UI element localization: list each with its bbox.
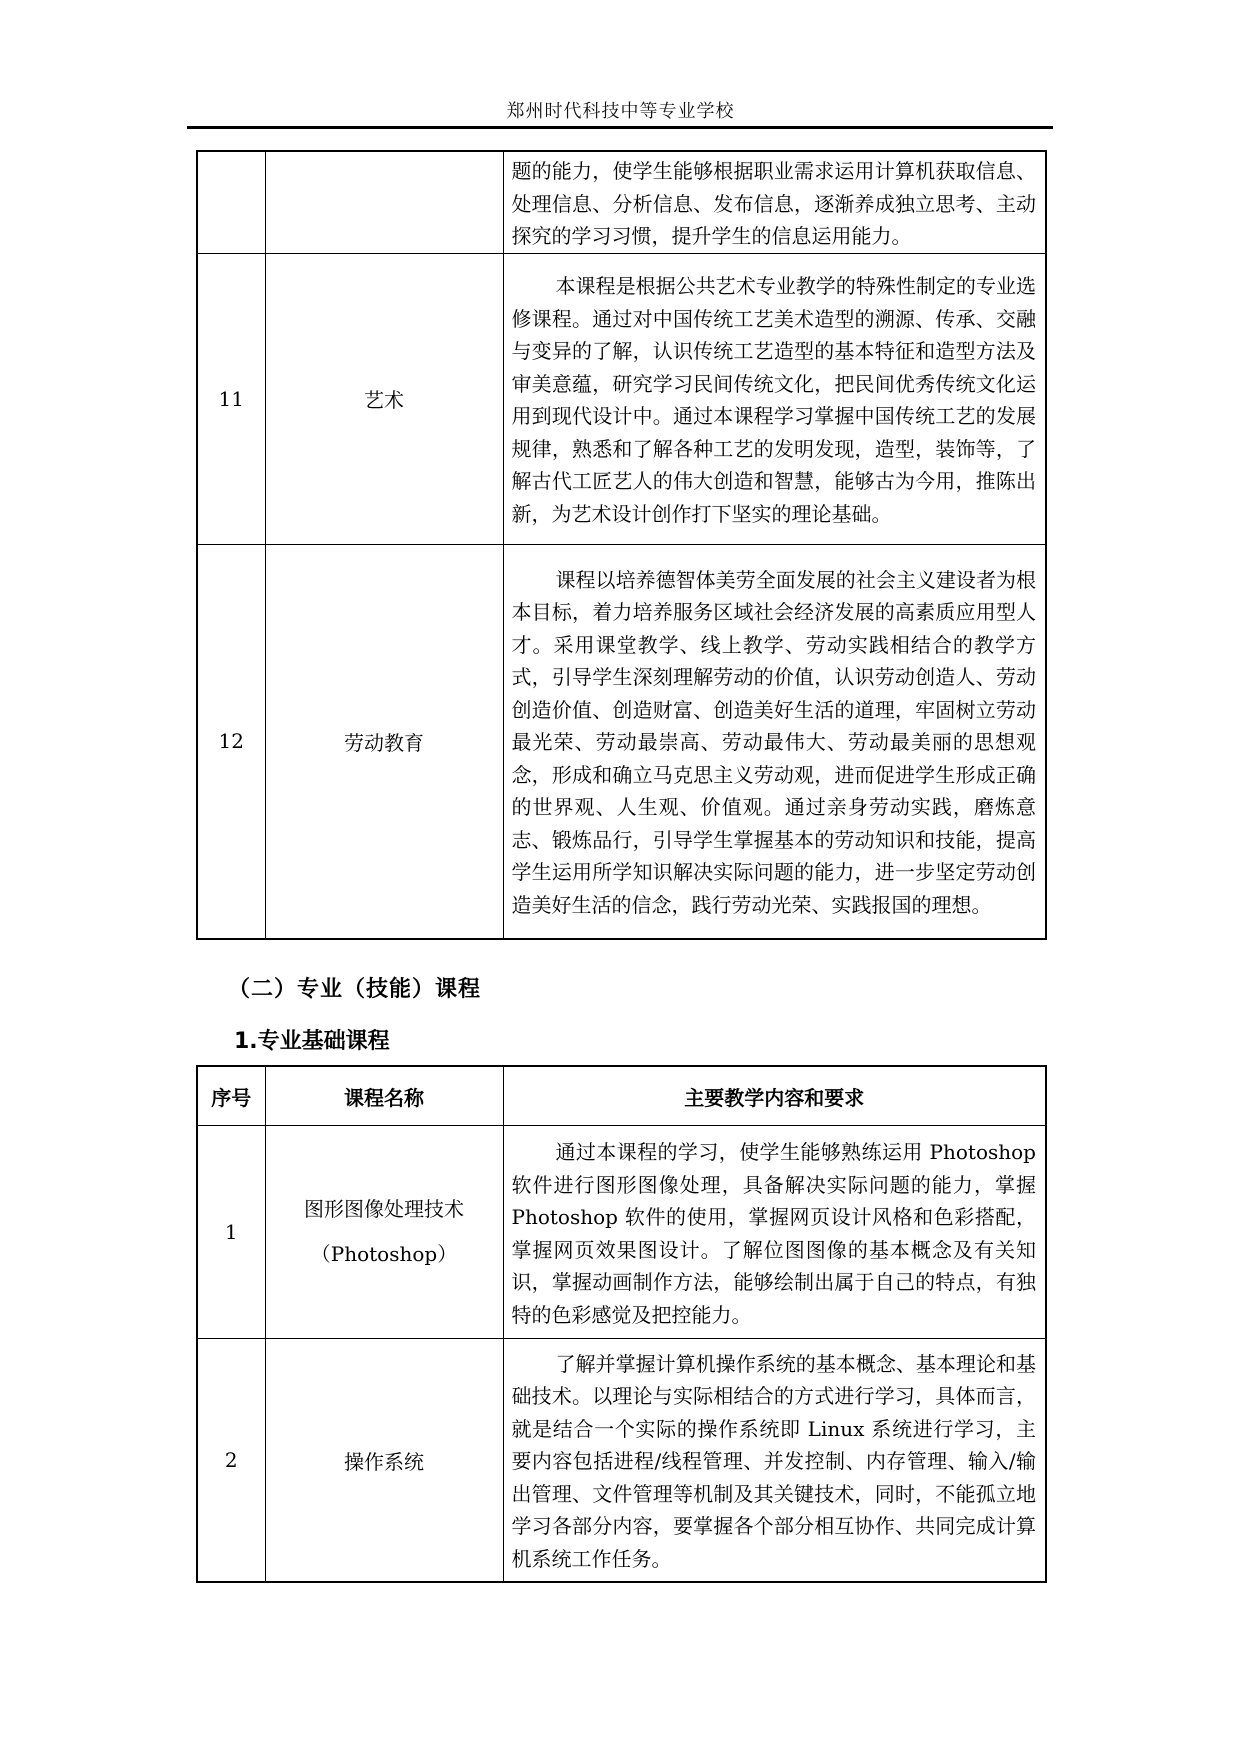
sub-heading: 1.专业基础课程 — [234, 1029, 390, 1054]
course-name-cell: 艺术 — [265, 253, 503, 544]
table-row-operating-system — [197, 1339, 1046, 1583]
page-header-title: 郑州时代科技中等专业学校 — [506, 101, 735, 122]
course-content-text: 了解并掌握计算机操作系统的基本概念、基本理论和基础技术。以理论与实际相结合的方式进行学习，具体而言，就是结合一个实际的操作系统即 Linux 系统进行学习，主要内容包括进程/线程管理、并发控制、内存管理、输入/输出管理、文件管理等机制及其关键技术，同时，不能孤立地学习各部分内容，要掌握各个部分相互协作、共同完成计算机系统工作任务。 — [511, 1351, 1036, 1571]
course-name-text: 操作系统 — [344, 1449, 424, 1474]
col-header-no: 序号 — [197, 1066, 265, 1126]
course-name-cell: 劳动教育 — [265, 544, 503, 939]
course-content-cell — [503, 1126, 1046, 1339]
course-content-cell — [503, 544, 1046, 939]
table-row-labor-education — [197, 544, 1046, 939]
course-content-text: 通过本课程的学习，使学生能够熟练运用 Photoshop 软件进行图形图像处理，具备解决实际问题的能力，掌握 Photoshop 软件的使用，掌握网页设计风格和色彩搭配，掌握网页效果图设计。了解位图图像的基本概念及有关知识，掌握动画制作方法，能够绘制出属于自己的特点，有独特的色彩感觉及把控能力。 — [511, 1140, 1036, 1327]
course-content-text: 题的能力，使学生能够根据职业需求运用计算机获取信息、处理信息、分析信息、发布信息，逐渐养成独立思考、主动探究的学习习惯，提升学生的信息运用能力。 — [511, 159, 1036, 248]
row-number-cell: 11 — [197, 253, 265, 544]
course-name-cell — [265, 1126, 503, 1339]
course-name-cell — [265, 1339, 503, 1583]
course-content-cell — [503, 151, 1046, 253]
row-number-cell: 1 — [197, 1126, 265, 1339]
course-content-text: 本课程是根据公共艺术专业教学的特殊性制定的专业选修课程。通过对中国传统工艺美术造型的溯源、传承、交融与变异的了解，认识传统工艺造型的基本特征和造型方法及审美意蕴，研究学习民间传统文化，把民间优秀传统文化运用到现代设计中。通过本课程学习掌握中国传统工艺的发展规律，熟悉和了解各种工艺的发明发现，造型，装饰等，了解古代工匠艺人的伟大创造和智慧，能够古为今用，推陈出新，为艺术设计创作打下坚实的理论基础。 — [511, 274, 1036, 526]
table-row-continuation — [197, 151, 1046, 253]
basic-course-table — [196, 1065, 1047, 1583]
header-divider — [187, 126, 1053, 129]
course-content-text: 课程以培养德智体美劳全面发展的社会主义建设者为根本目标，着力培养服务区域社会经济发展的高素质应用型人才。采用课堂教学、线上教学、劳动实践相结合的教学方式，引导学生深刻理解劳动的价值，认识劳动创造人、劳动创造价值、创造财富、创造美好生活的道理，牢固树立劳动最光荣、劳动最崇高、劳动最伟大、劳动最美丽的思想观念，形成和确立马克思主义劳动观，进而促进学生形成正确的世界观、人生观、价值观。通过亲身劳动实践，磨炼意志、锻炼品行，引导学生掌握基本的劳动知识和技能，提高学生运用所学知识解决实际问题的能力，进一步坚定劳动创造美好生活的信念，践行劳动光荣、实践报国的理想。 — [511, 567, 1036, 917]
col-header-content: 主要教学内容和要求 — [503, 1066, 1046, 1126]
table-row-photoshop — [197, 1126, 1046, 1339]
public-course-table — [196, 150, 1047, 940]
row-number-cell: 2 — [197, 1339, 265, 1583]
table-header-row — [197, 1066, 1046, 1126]
course-name-subtext: （Photoshop） — [310, 1242, 458, 1266]
table-row-art — [197, 253, 1046, 544]
course-name-text: 图形图像处理技术 — [304, 1197, 464, 1221]
row-number-cell — [197, 151, 265, 253]
course-content-cell — [503, 1339, 1046, 1583]
row-number-cell: 12 — [197, 544, 265, 939]
course-name-cell — [265, 151, 503, 253]
col-header-name: 课程名称 — [265, 1066, 503, 1126]
course-content-cell — [503, 253, 1046, 544]
section-heading: （二）专业（技能）课程 — [228, 977, 482, 1002]
